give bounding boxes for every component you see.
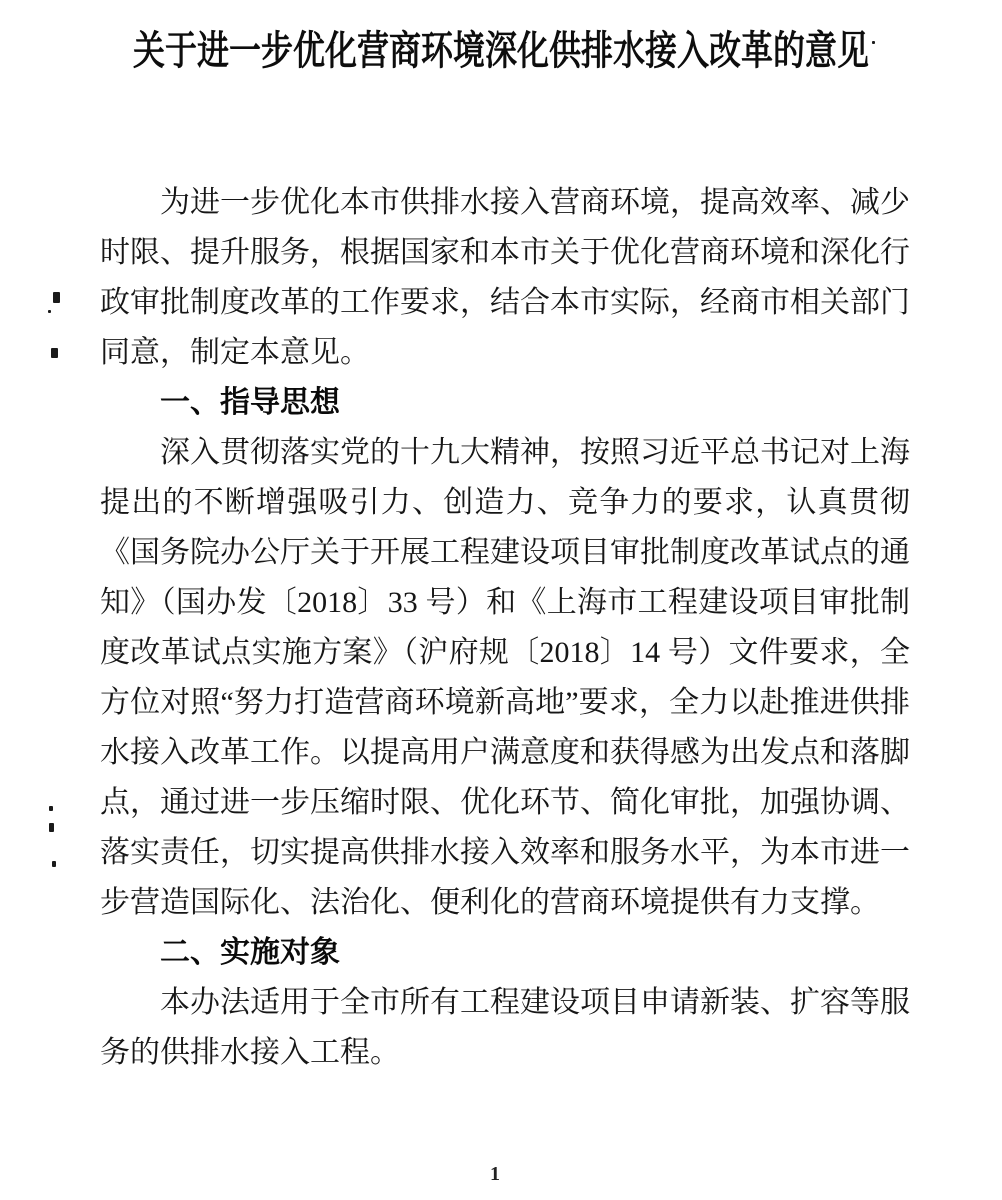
- paragraph-guiding-thought: 深入贯彻落实党的十九大精神，按照习近平总书记对上海提出的不断增强吸引力、创造力、竞争力的要求，认真贯彻《国务院办公厅关于开展工程建设项目审批制度改革试点的通知》（国办发〔2018〕33 号）和《上海市工程建设项目审批制度改革试点实施方案》（沪府规〔2018〕14 号）文件要求，全方位对照“努力打造营商环境新高地”要求，全力以赴推进供排水接入改革工作。以提高用户满意度和获得感为出发点和落脚点，通过进一步压缩时限、优化环节、简化审批，加强协调、落实责任，切实提高供排水接入效率和服务水平，为本市进一步营造国际化、法治化、便利化的营商环境提供有力支撑。: [100, 436, 910, 919]
- scan-speck: [49, 823, 54, 832]
- document-body: [100, 178, 910, 1078]
- scan-speck: [48, 310, 51, 313]
- scan-speck: [53, 292, 60, 303]
- page-number: 1: [490, 1163, 500, 1185]
- paragraph-implementation-scope: 本办法适用于全市所有工程建设项目申请新装、扩容等服务的供排水接入工程。: [100, 986, 910, 1069]
- scan-speck: [51, 348, 58, 358]
- section-heading-implementation-scope: 二、实施对象: [160, 936, 340, 969]
- paragraph-intro: 为进一步优化本市供排水接入营商环境，提高效率、减少时限、提升服务，根据国家和本市关于优化营商环境和深化行政审批制度改革的工作要求，结合本市实际，经商市相关部门同意，制定本意见。: [100, 186, 910, 369]
- scan-speck: [49, 806, 53, 811]
- scan-speck: [872, 41, 875, 44]
- scan-speck: [52, 861, 56, 867]
- document-title: 关于进一步优化营商环境深化供排水接入改革的意见: [132, 28, 869, 73]
- section-heading-guiding-thought: 一、指导思想: [160, 386, 340, 419]
